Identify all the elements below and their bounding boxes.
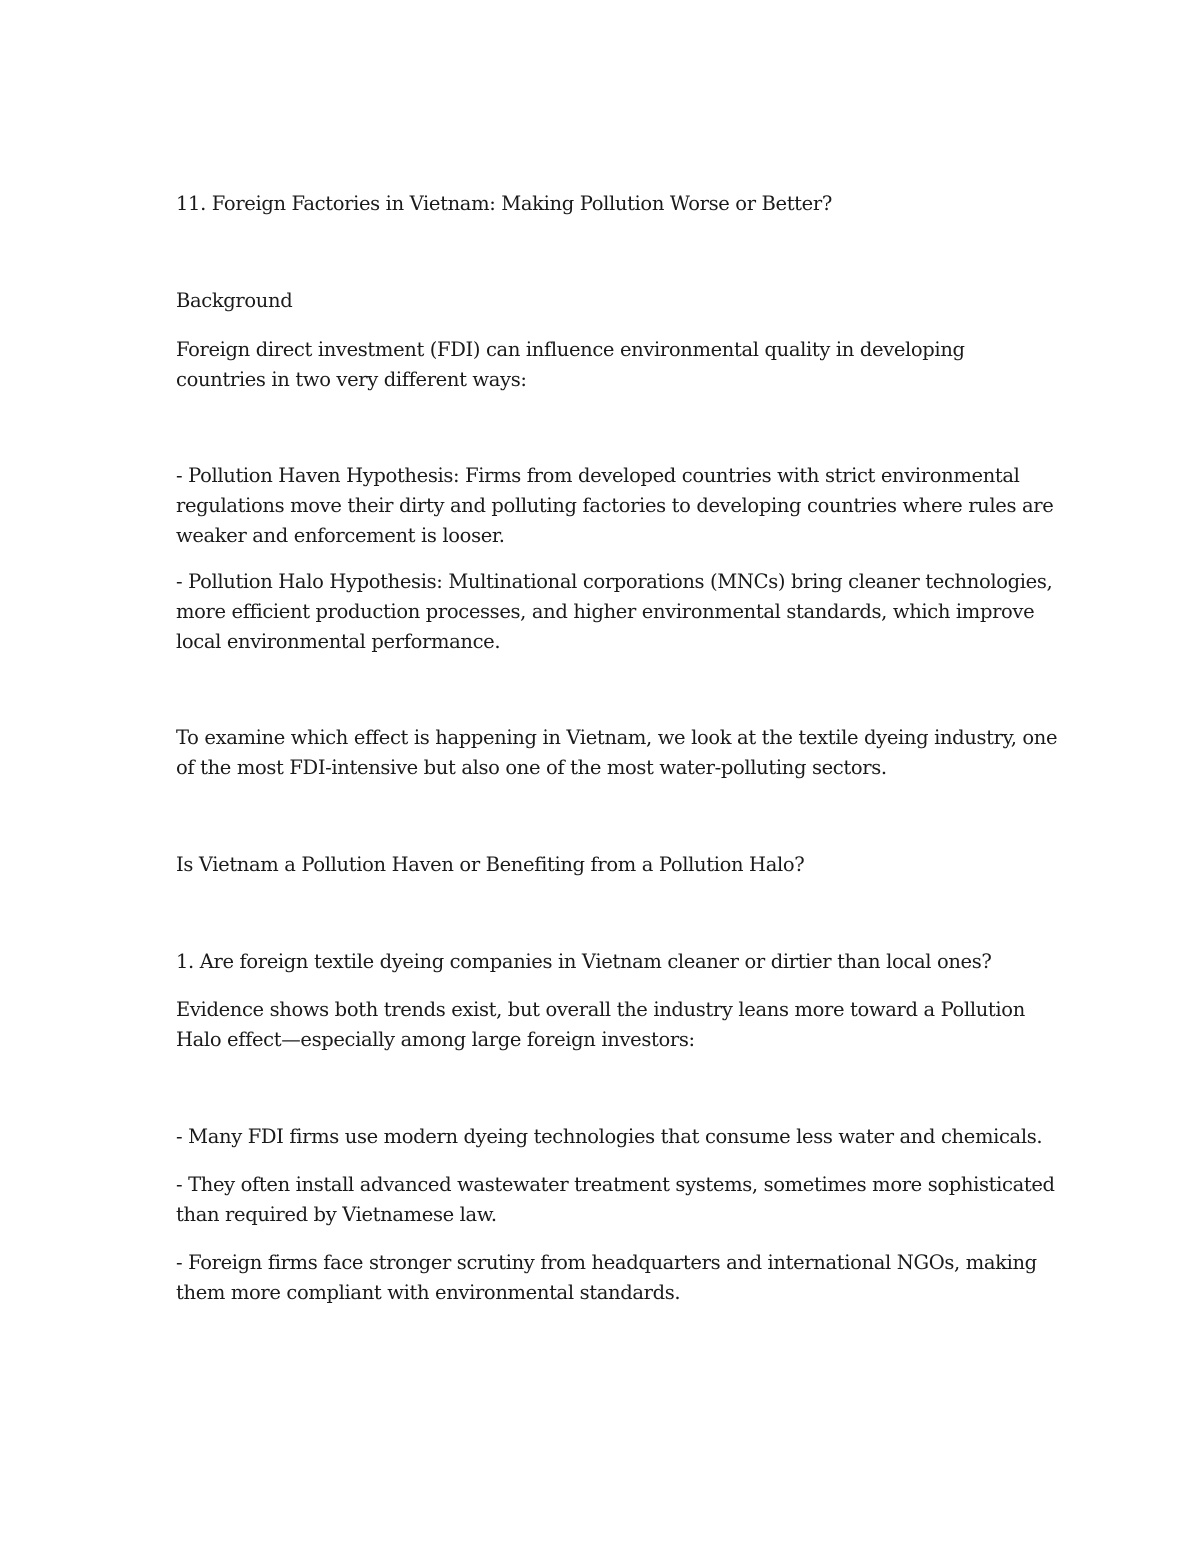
- bullet-wastewater-treatment: - They often install advanced wastewater treatment systems, sometimes more sophisticated than required by Vietnamese law.: [176, 1173, 1055, 1226]
- document-title: 11. Foreign Factories in Vietnam: Making Pollution Worse or Better?: [176, 192, 832, 215]
- bullet-modern-technologies: - Many FDI firms use modern dyeing technologies that consume less water and chemicals.: [176, 1125, 1043, 1148]
- pollution-halo-paragraph: - Pollution Halo Hypothesis: Multinational corporations (MNCs) bring cleaner technologies, more efficient production processes, and higher environmental standards, which improve local environmental performance.: [176, 570, 1053, 653]
- intro-paragraph: Foreign direct investment (FDI) can influence environmental quality in developing countries in two very different ways:: [176, 338, 965, 391]
- bullet-stronger-scrutiny: - Foreign firms face stronger scrutiny from headquarters and international NGOs, making them more compliant with environmental standards.: [176, 1251, 1037, 1304]
- background-heading: Background: [176, 289, 293, 312]
- question-heading: Is Vietnam a Pollution Haven or Benefiting from a Pollution Halo?: [176, 853, 805, 876]
- pollution-haven-paragraph: - Pollution Haven Hypothesis: Firms from developed countries with strict environmental regulations move their dirty and polluting factories to developing countries where rules are weaker and enforcement is looser.: [176, 464, 1054, 547]
- question-1: 1. Are foreign textile dyeing companies in Vietnam cleaner or dirtier than local ones?: [176, 950, 992, 973]
- evidence-paragraph: Evidence shows both trends exist, but overall the industry leans more toward a Pollution Halo effect—especially among large foreign investors:: [176, 998, 1025, 1051]
- examine-paragraph: To examine which effect is happening in Vietnam, we look at the textile dyeing industry, one of the most FDI-intensive but also one of the most water-polluting sectors.: [176, 726, 1058, 779]
